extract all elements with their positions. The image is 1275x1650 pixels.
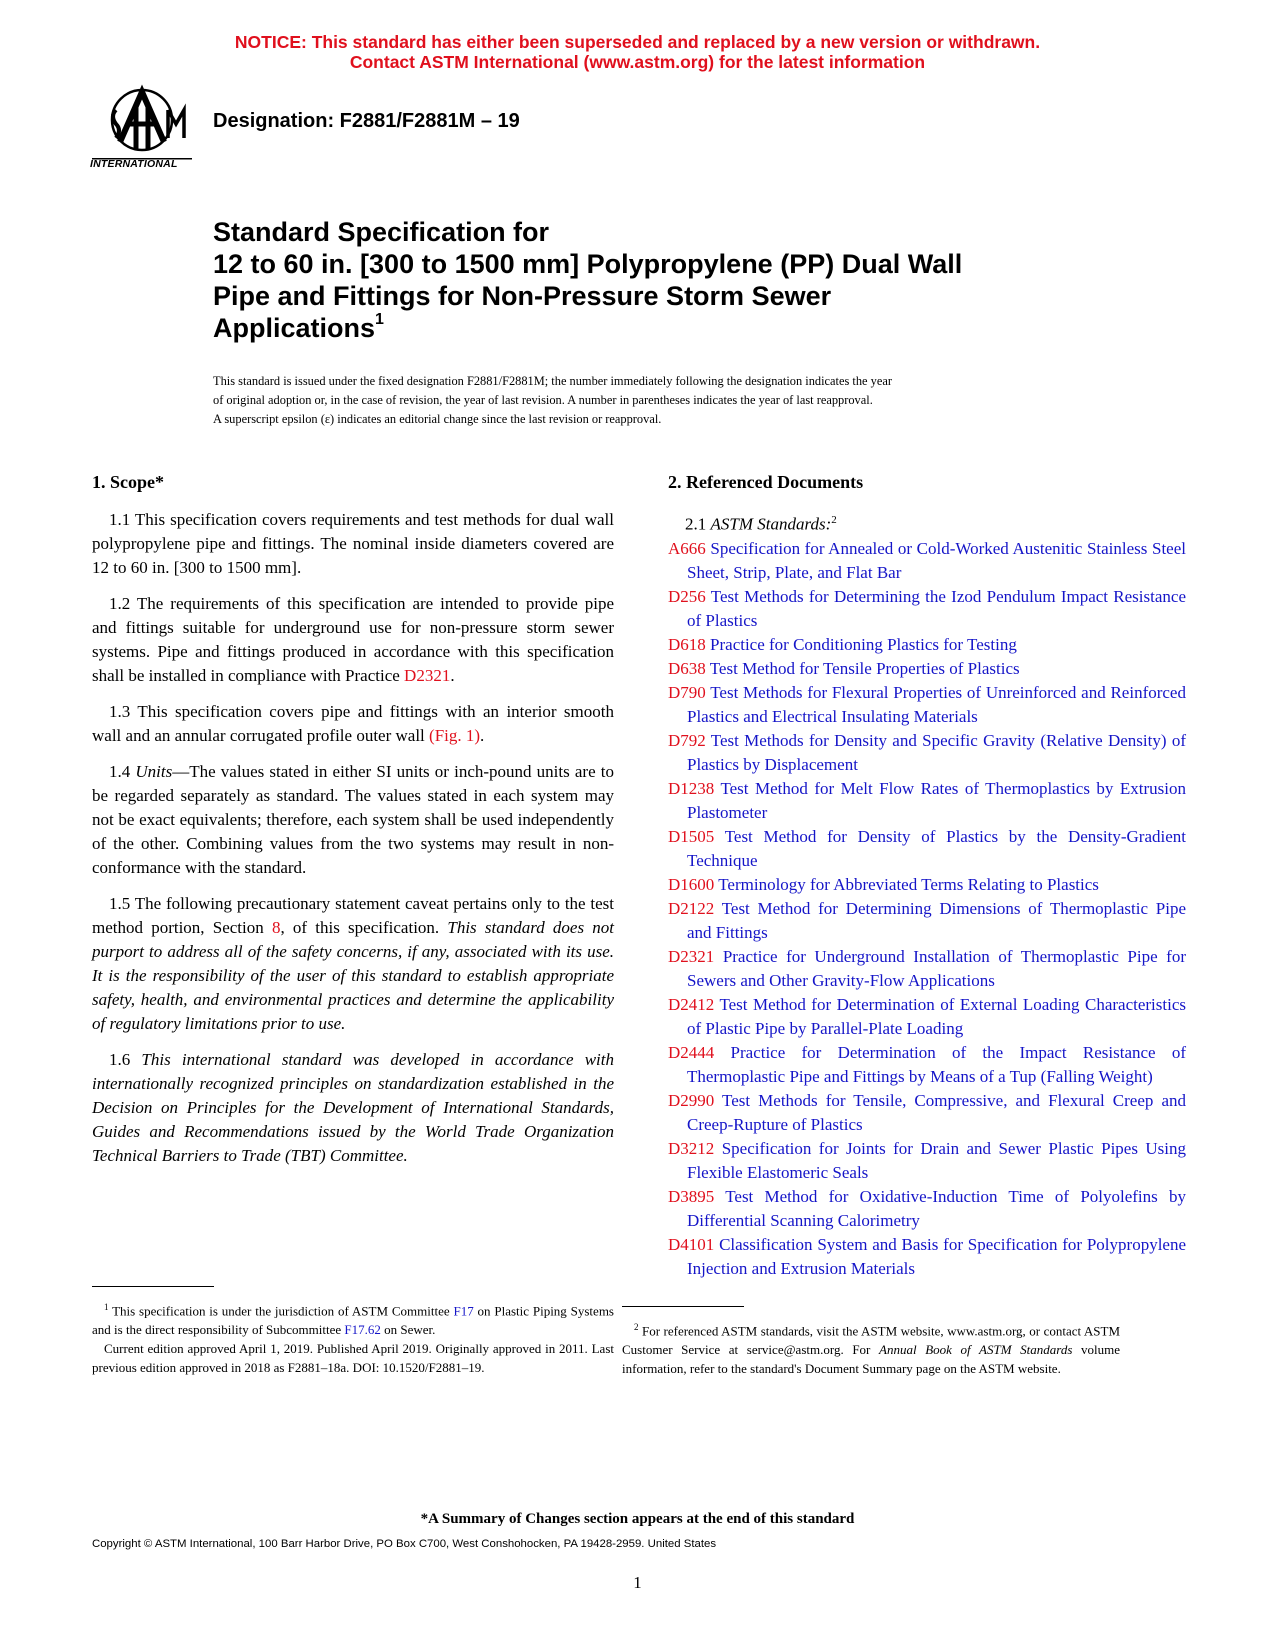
title-line-1: Standard Specification for [213, 217, 550, 247]
reference-code-link[interactable]: D3212 [668, 1138, 715, 1158]
footnote-1-text-c: on Sewer. [380, 1322, 436, 1338]
scope-1-4-text: —The values stated in either SI units or inch-pound units are to be regarded separately as standard. The values stated in each system may not be exact equivalents; therefore, each system shall be used independently of the other. Combining values from the two systems may result in non-conformance with the standard. [92, 762, 614, 877]
scope-1-5 [92, 892, 614, 1036]
footnote-rule-right [622, 1306, 744, 1307]
issuance-statement [213, 372, 1071, 429]
reference-item [668, 1233, 1186, 1281]
reference-code-link[interactable]: D1238 [668, 778, 715, 798]
title-line-4: Applications [213, 313, 376, 343]
reference-code-link[interactable]: D2321 [668, 946, 715, 966]
scope-1-4 [92, 760, 614, 880]
reference-code-link[interactable]: D256 [668, 586, 706, 606]
scope-1-5-mid: , of this specification. [280, 918, 448, 937]
logo-international-text: INTERNATIONAL [90, 158, 178, 170]
reference-item [668, 1185, 1186, 1233]
reference-item [668, 1137, 1186, 1185]
reference-item [668, 537, 1186, 585]
scope-1-5-text: 1.5 The following precautionary statement caveat pertains only to the test method portion, Section [92, 894, 614, 937]
reference-title-link[interactable]: Classification System and Basis for Specification for Polypropylene Injection and Extrusion Materials [687, 1234, 1187, 1278]
footnote-1-mark: 1 [104, 1302, 109, 1312]
f17-link[interactable]: F17 [453, 1303, 474, 1319]
reference-item [668, 633, 1186, 657]
reference-item [668, 729, 1186, 777]
reference-code-link[interactable]: D4101 [668, 1234, 715, 1254]
reference-item [668, 873, 1186, 897]
reference-item [668, 1041, 1186, 1089]
scope-1-6-text: This international standard was developed in accordance with internationally recognized principles on standardization established in the Decision on Principles for the Development of International Standards, Guides and Recommendations issued by the World Trade Organization Technical Barriers to Trade (TBT) Committee. [92, 1050, 614, 1165]
reference-item [668, 657, 1186, 681]
reference-list [668, 537, 1186, 1281]
reference-code-link[interactable]: D1600 [668, 874, 715, 894]
footnote-2-text-b: volume information, refer to the standard's Document Summary page on the ASTM website. [622, 1342, 1121, 1377]
superseded-notice [0, 32, 1275, 72]
referenced-heading: 2. Referenced Documents [668, 472, 864, 492]
scope-1-5-safety: This standard does not purport to address all of the safety concerns, if any, associated with its use. It is the responsibility of the user of this standard to establish appropriate safety, health, and environmental practices and determine the applicability of regulatory limitations prior to use. [92, 918, 614, 1033]
scope-1-4-num: 1.4 [109, 762, 136, 781]
reference-item [668, 945, 1186, 993]
f17-62-link[interactable]: F17.62 [344, 1322, 381, 1338]
astm-logo [90, 84, 194, 174]
reference-code-link[interactable]: D790 [668, 682, 706, 702]
reference-title-link[interactable]: Terminology for Abbreviated Terms Relating to Plastics [718, 874, 1099, 894]
reference-title-link[interactable]: Practice for Conditioning Plastics for Testing [710, 634, 1017, 654]
reference-title-link[interactable]: Test Method for Melt Flow Rates of Thermoplastics by Extrusion Plastometer [687, 778, 1186, 822]
sub-num: 2.1 [685, 514, 711, 534]
reference-item [668, 993, 1186, 1041]
issuance-line-1: This standard is issued under the fixed designation F2881/F2881M; the number immediately following the designation indicates the year [213, 374, 892, 388]
page-number: 1 [633, 1573, 642, 1592]
astm-standards-subheading [685, 508, 1186, 537]
reference-item [668, 1089, 1186, 1137]
reference-title-link[interactable]: Practice for Determination of the Impact Resistance of Thermoplastic Pipe and Fittings by Means of a Tup (Falling Weight) [687, 1042, 1186, 1086]
scope-1-2 [92, 592, 614, 688]
reference-item [668, 897, 1186, 945]
reference-code-link[interactable]: D2444 [668, 1042, 715, 1062]
scope-1-6-num: 1.6 [109, 1050, 142, 1069]
title-footnote-ref[interactable]: 1 [375, 311, 384, 328]
scope-1-4-units: Units [135, 762, 173, 781]
designation: Designation: F2881/F2881M – 19 [213, 110, 520, 132]
reference-item [668, 585, 1186, 633]
notice-line-1: NOTICE: This standard has either been superseded and replaced by a new version or withdrawn. [234, 32, 1041, 52]
footnote-2-book: Annual Book of ASTM Standards [879, 1342, 1073, 1358]
scope-1-2-end: . [450, 666, 455, 685]
sub-label: ASTM Standards: [710, 514, 832, 534]
footnote-2-mark: 2 [634, 1322, 639, 1332]
issuance-line-2: of original adoption or, in the case of revision, the year of last revision. A number in parentheses indicates the year of last reapproval. [213, 393, 873, 407]
reference-title-link[interactable]: Test Method for Determining Dimensions of Thermoplastic Pipe and Fittings [687, 898, 1186, 942]
scope-1-3 [92, 700, 614, 748]
reference-code-link[interactable]: D1505 [668, 826, 715, 846]
scope-heading: 1. Scope* [92, 472, 164, 492]
summary-of-changes-note: *A Summary of Changes section appears at the end of this standard [420, 1511, 855, 1527]
reference-code-link[interactable]: D3895 [668, 1186, 715, 1206]
reference-title-link[interactable]: Practice for Underground Installation of Thermoplastic Pipe for Sewers and Other Gravity-Flow Applications [687, 946, 1186, 990]
reference-title-link[interactable]: Specification for Annealed or Cold-Worked Austenitic Stainless Steel Sheet, Strip, Plate, and Flat Bar [687, 538, 1186, 582]
reference-item [668, 825, 1186, 873]
reference-code-link[interactable]: D638 [668, 658, 706, 678]
scope-1-6 [92, 1048, 614, 1168]
d2321-link[interactable]: D2321 [404, 666, 451, 685]
reference-code-link[interactable]: D2412 [668, 994, 715, 1014]
reference-title-link[interactable]: Test Methods for Tensile, Compressive, and Flexural Creep and Creep-Rupture of Plastics [687, 1090, 1186, 1134]
reference-title-link[interactable]: Test Methods for Determining the Izod Pendulum Impact Resistance of Plastics [687, 586, 1186, 630]
reference-code-link[interactable]: A666 [668, 538, 706, 558]
footnote-1-text-b: on Plastic Piping Systems and is the direct responsibility of Subcommittee [92, 1303, 614, 1338]
notice-line-2: Contact ASTM International (www.astm.org) for the latest information [349, 52, 926, 72]
reference-title-link[interactable]: Test Method for Density of Plastics by the Density-Gradient Technique [687, 826, 1186, 870]
reference-title-link[interactable]: Test Methods for Density and Specific Gravity (Relative Density) of Plastics by Displacement [687, 730, 1186, 774]
scope-section [92, 470, 614, 1180]
footnote-2 [622, 1318, 1120, 1378]
reference-code-link[interactable]: D2122 [668, 898, 715, 918]
title-line-2: 12 to 60 in. [300 to 1500 mm] Polypropylene (PP) Dual Wall [213, 249, 963, 279]
reference-title-link[interactable]: Test Methods for Flexural Properties of Unreinforced and Reinforced Plastics and Electrical Insulating Materials [687, 682, 1186, 726]
reference-title-link[interactable]: Specification for Joints for Drain and Sewer Plastic Pipes Using Flexible Elastomeric Seals [687, 1138, 1186, 1182]
document-title [213, 216, 1093, 344]
footnote-1 [92, 1298, 614, 1377]
reference-item [668, 681, 1186, 729]
reference-title-link[interactable]: Test Method for Tensile Properties of Plastics [709, 658, 1020, 678]
reference-item [668, 777, 1186, 825]
scope-1-1: 1.1 This specification covers requirements and test methods for dual wall polypropylene pipe and fittings. The nominal inside diameters covered are 12 to 60 in. [300 to 1500 mm]. [92, 510, 614, 577]
issuance-line-3: A superscript epsilon (ε) indicates an editorial change since the last revision or reapproval. [213, 412, 662, 426]
reference-title-link[interactable]: Test Method for Oxidative-Induction Time of Polyolefins by Differential Scanning Calorimetry [687, 1186, 1186, 1230]
copyright: Copyright © ASTM International, 100 Barr Harbor Drive, PO Box C700, West Conshohocken, PA 19428-2959. United States [92, 1538, 717, 1550]
reference-code-link[interactable]: D618 [668, 634, 706, 654]
reference-title-link[interactable]: Test Method for Determination of External Loading Characteristics of Plastic Pipe by Parallel-Plate Loading [687, 994, 1186, 1038]
fig-1-link[interactable]: (Fig. 1) [429, 726, 481, 745]
footnote-1-edition: Current edition approved April 1, 2019. Published April 2019. Originally approved in 2011. Last previous edition approved in 2018 as F2881–18a. DOI: 10.1520/F2881–19. [92, 1341, 614, 1376]
title-line-3: Pipe and Fittings for Non-Pressure Storm Sewer [213, 281, 832, 311]
scope-1-2-text: 1.2 The requirements of this specification are intended to provide pipe and fittings suitable for underground use for non-pressure storm sewer systems. Pipe and fittings produced in accordance with this specification shall be installed in compliance with Practice [92, 594, 614, 685]
scope-1-3-end: . [480, 726, 485, 745]
footnote-1-text-a: This specification is under the jurisdiction of ASTM Committee [108, 1303, 454, 1319]
section-8-link[interactable]: 8 [271, 918, 281, 937]
reference-code-link[interactable]: D792 [668, 730, 706, 750]
footnote-2-ref[interactable]: 2 [831, 514, 837, 526]
scope-1-3-text: 1.3 This specification covers pipe and fittings with an interior smooth wall and an annular corrugated profile outer wall [92, 702, 614, 745]
reference-code-link[interactable]: D2990 [668, 1090, 715, 1110]
footnote-rule-left [92, 1286, 214, 1287]
referenced-documents-section [668, 470, 1186, 1281]
footnote-2-text-a: For referenced ASTM standards, visit the ASTM website, www.astm.org, or contact ASTM Customer Service at service@astm.org. For [622, 1323, 1120, 1358]
